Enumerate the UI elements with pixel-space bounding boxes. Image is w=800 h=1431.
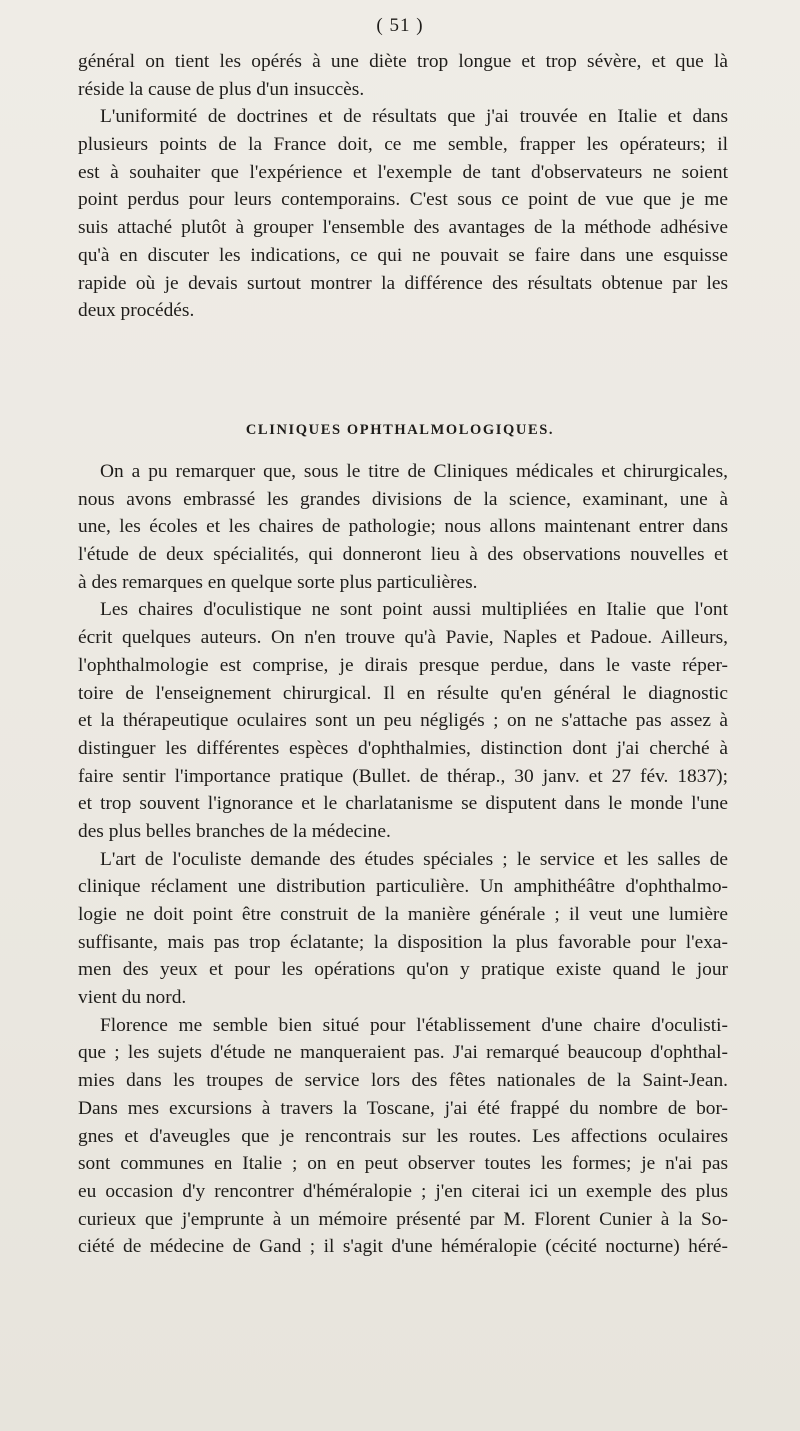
text-line: à des remarques en quelque sorte plus particulières. — [78, 571, 478, 593]
text-line: rapide où je devais surtout montrer la différence des résultats obtenue par les — [78, 272, 728, 294]
text-line: nous avons embrassé les grandes divisions de la science, examinant, une à — [78, 488, 728, 510]
text-line: Les chaires d'oculistique ne sont point aussi multipliées en Italie que l'ont — [100, 599, 728, 621]
text-line: suffisante, mais pas trop éclatante; la disposition la plus favorable pour l'exa- — [78, 931, 728, 953]
text-line: deux procédés. — [78, 300, 195, 322]
text-line: écrit quelques auteurs. On n'en trouve qu'à Pavie, Naples et Padoue. Ailleurs, — [78, 627, 728, 649]
text-line: suis attaché plutôt à grouper l'ensemble des avantages de la méthode adhésive — [78, 217, 728, 239]
text-line: L'uniformité de doctrines et de résultats que j'ai trouvée en Italie et dans — [100, 106, 728, 128]
text-line: des plus belles branches de la médecine. — [78, 820, 391, 842]
text-line: L'art de l'oculiste demande des études spéciales ; le service et les salles de — [100, 848, 728, 870]
text-line: est à souhaiter que l'expérience et l'exemple de tant d'observateurs ne soient — [78, 161, 728, 183]
text-line: distinguer les différentes espèces d'ophthalmies, distinction dont j'ai cherché à — [78, 737, 728, 759]
text-line: sont communes en Italie ; on en peut observer toutes les formes; je n'ai pas — [78, 1153, 728, 1175]
text-line: men des yeux et pour les opérations qu'on y pratique existe quand le jour — [78, 959, 728, 981]
text-line: gnes et d'aveugles que je rencontrais sur les routes. Les affections oculaires — [78, 1125, 728, 1147]
text-line: réside la cause de plus d'un insuccès. — [78, 78, 365, 100]
text-line: général on tient les opérés à une diète trop longue et trop sévère, et que là — [78, 51, 728, 72]
section-heading: CLINIQUES OPHTHALMOLOGIQUES. — [245, 422, 555, 438]
text-line: logie ne doit point être construit de la manière générale ; il veut une lumière — [78, 904, 728, 925]
text-line: clinique réclament une distribution particulière. Un amphithéâtre d'ophthalmo- — [78, 876, 728, 898]
text-line: ciété de médecine de Gand ; il s'agit d'une héméralopie (cécité nocturne) héré- — [78, 1236, 728, 1258]
text-line: plusieurs points de la France doit, ce me semble, frapper les opérateurs; il — [78, 134, 728, 156]
text-line: Dans mes excursions à travers la Toscane, j'ai été frappé du nombre de bor- — [78, 1097, 728, 1119]
text-line: et la thérapeutique oculaires sont un peu négligés ; on ne s'attache pas assez à — [78, 710, 728, 732]
text-line: vient du nord. — [78, 987, 187, 1009]
text-line: que ; les sujets d'étude ne manqueraient pas. J'ai remarqué beaucoup d'ophthal- — [78, 1042, 728, 1064]
text-line: faire sentir l'importance pratique (Bullet. de thérap., 30 janv. et 27 fév. 1837); — [78, 765, 728, 787]
text-line: point perdus pour leurs contemporains. C'est sous ce point de vue que je me — [78, 189, 728, 211]
text-line: l'ophthalmologie est comprise, je dirais presque perdue, dans le vaste réper- — [78, 654, 728, 676]
text-line: eu occasion d'y rencontrer d'héméralopie ; j'en citerai ici un exemple des plus — [78, 1180, 728, 1202]
text-line: mies dans les troupes de service lors des fêtes nationales de la Saint-Jean. — [78, 1070, 728, 1092]
text-line: une, les écoles et les chaires de pathologie; nous allons maintenant entrer dans — [78, 516, 728, 538]
text-line: l'étude de deux spécialités, qui donneront lieu à des observations nouvelles et — [78, 544, 728, 566]
text-line: curieux que j'emprunte à un mémoire présenté par M. Florent Cunier à la So- — [78, 1208, 728, 1230]
paragraph-block-intro — [78, 48, 728, 325]
text-line: toire de l'enseignement chirurgical. Il en résulte qu'en général le diagnostic — [78, 682, 728, 704]
text-line: On a pu remarquer que, sous le titre de Cliniques médicales et chirurgicales, — [100, 461, 728, 482]
text-line: qu'à en discuter les indications, ce qui ne pouvait se faire dans une esquisse — [78, 244, 728, 266]
page-number: ( 51 ) — [376, 15, 424, 36]
text-line: Florence me semble bien situé pour l'établissement d'une chaire d'oculisti- — [100, 1014, 728, 1036]
text-line: et trop souvent l'ignorance et le charlatanisme se disputent dans le monde l'une — [78, 793, 728, 815]
paragraph-block-cliniques — [78, 458, 728, 1261]
